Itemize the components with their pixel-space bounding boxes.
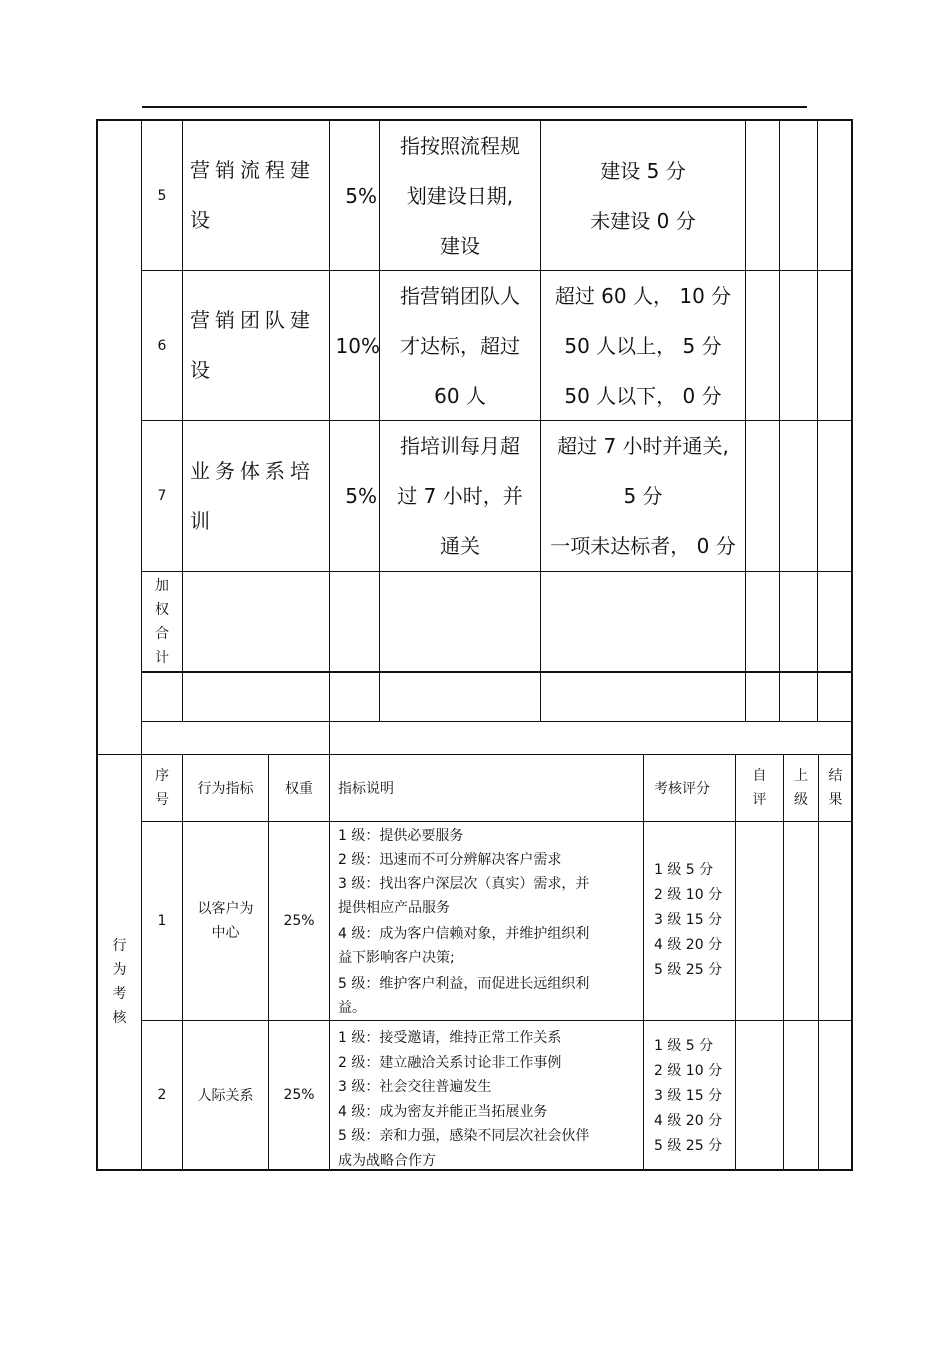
header-result: 结 果 bbox=[828, 768, 843, 808]
row-index: 5 bbox=[157, 187, 167, 204]
row-weight: 5% bbox=[345, 183, 377, 208]
weighted-total-label: 加 权 合 计 bbox=[155, 578, 169, 666]
behavior-row-description: 1 级：提供必要服务 2 级：迅速而不可分辨解决客户需求 3 级：找出客户深层次（真实）需求，并 提供相应产品服务 4 级：成为客户信赖对象，并维护组织利 益下影响客户决策; 5 级：维护客户利益，而促进长远组织利 益。 bbox=[338, 828, 590, 1016]
row-weight: 5% bbox=[345, 484, 377, 508]
row-description: 指营销团队人 才达标，超过 60 人 bbox=[400, 283, 520, 408]
header-weight: 权重 bbox=[285, 781, 313, 797]
behavior-row-scores: 1 级 5 分 2 级 10 分 3 级 15 分 4 级 20 分 5 级 25 分 bbox=[654, 1038, 723, 1154]
row-index: 6 bbox=[157, 337, 167, 354]
row-index: 7 bbox=[157, 488, 167, 504]
behavior-row-scores: 1 级 5 分 2 级 10 分 3 级 15 分 4 级 20 分 5 级 25 分 bbox=[654, 862, 723, 978]
row-scoring: 建设 5 分 未建设 0 分 bbox=[590, 158, 696, 233]
row-description: 指培训每月超 过 7 小时，并 通关 bbox=[397, 434, 523, 558]
behavior-row-index: 1 bbox=[157, 913, 167, 929]
behavior-row-weight: 25% bbox=[283, 913, 315, 929]
header-description: 指标说明 bbox=[338, 781, 394, 797]
row-indicator-name: 营销流程建 bbox=[190, 158, 315, 182]
behavior-row-weight: 25% bbox=[283, 1087, 315, 1103]
row-indicator-name-cont: 训 bbox=[190, 509, 210, 533]
row-indicator-name-cont: 设 bbox=[190, 358, 210, 382]
row-scoring: 超过 60 人， 10 分 50 人以上， 5 分 50 人以下， 0 分 bbox=[554, 283, 732, 408]
row-indicator-name-cont: 设 bbox=[190, 208, 210, 232]
behavior-row-index: 2 bbox=[157, 1087, 167, 1103]
header-score: 考核评分 bbox=[654, 781, 710, 797]
header-superior: 上 级 bbox=[794, 768, 808, 808]
behavior-row-indicator: 以客户为 中心 bbox=[197, 901, 254, 941]
behavior-row-indicator: 人际关系 bbox=[197, 1088, 254, 1104]
header-index: 序 号 bbox=[155, 768, 169, 808]
header-indicator: 行为指标 bbox=[197, 781, 254, 797]
row-scoring: 超过 7 小时并通关, 5 分 一项未达标者， 0 分 bbox=[550, 434, 736, 558]
row-indicator-name: 业务体系培 bbox=[190, 459, 315, 483]
header-self-eval: 自 评 bbox=[752, 768, 767, 808]
behavior-row-description: 1 级：接受邀请，维持正常工作关系 2 级：建立融洽关系讨论非工作事例 3 级：社会交往普遍发生 4 级：成为密友并能正当拓展业务 5 级：亲和力强，感染不同层次社会伙伴 成为战略合作方 bbox=[338, 1030, 590, 1169]
row-description: 指按照流程规 划建设日期, 建设 bbox=[400, 133, 520, 258]
header-rule bbox=[142, 106, 807, 108]
row-weight: 10% bbox=[335, 333, 380, 358]
row-indicator-name: 营销团队建 bbox=[190, 308, 315, 332]
behavior-section-label: 行 为 考 核 bbox=[112, 938, 127, 1026]
